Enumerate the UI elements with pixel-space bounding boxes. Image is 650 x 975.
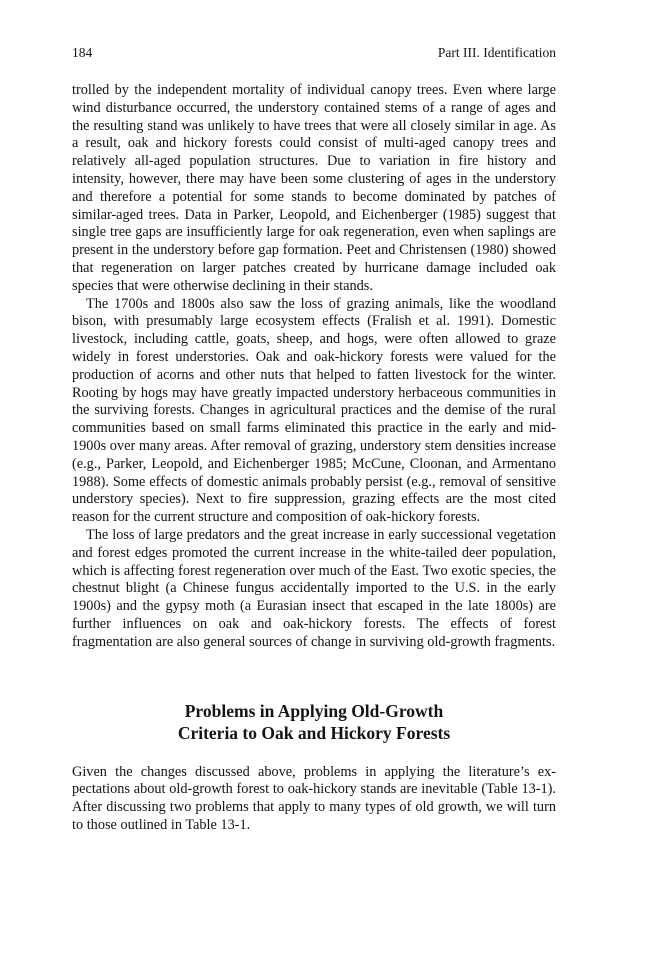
section-paragraph: Given the changes discussed above, problems in applying the literature’s expectations about old-growth forest to oak-hickory stands are inevitable (Table 13-1). After discussing two problems that apply to many types of old growth, we will turn to those outlined in Table 13-1. bbox=[72, 763, 556, 833]
section-heading bbox=[72, 700, 556, 744]
page-number: 184 bbox=[72, 45, 93, 60]
running-header bbox=[72, 44, 556, 62]
section-heading-line-2: Criteria to Oak and Hickory Forests bbox=[177, 722, 451, 743]
paragraph-grazing: The 1700s and 1800s also saw the loss of grazing animals, like the woodland bison, with presumably large ecosystem effects (Fralish et al. 1991). Domestic livestock, including cattle, goats, sheep, and hogs, were often allowed to graze widely in forest understories. Oak and oak-hickory forests were valued for the production of acorns and other nuts that helped to fatten livestock for the winter. Rooting by hogs may have greatly impacted understory herbaceous communities in the surviving forests. Changes in agricultural practices and the demise of the rural communities based on small farms eliminated this practice in the early and mid-1900s over many areas. After removal of grazing, understory stem densities increase (e.g., Parker, Leopold, and Eichenberger 1985; McCune, Cloonan, and Armentano 1988). Some effects of domestic animals probably persist (e.g., removal of sensitive understory species). Next to fire suppression, grazing effects are the most cited reason for the current structure and composition of oak-hickory forests. bbox=[72, 295, 556, 526]
body-text bbox=[72, 82, 556, 652]
paragraph-continued: trolled by the independent mortality of individual canopy trees. Even where large wind disturbance occurred, the understory contained stems of a range of ages and the resulting stand was unlikely to have trees that were all closely similar in age. As a result, oak and hickory forests could consist of multi-aged canopy trees and relatively all-aged population structures. Due to variation in fire history and intensity, however, there may have been some clustering of ages in the understory and therefore a potential for some stands to become dominated by patches of similar-aged trees. Data in Parker, Leopold, and Eichenberger (1985) suggest that single tree gaps are insufficiently large for oak regeneration, even when saplings are present in the understory before gap formation. Peet and Christensen (1980) showed that regeneration on larger patches created by hurricane damage included oak species that were otherwise declining in their stands. bbox=[72, 82, 556, 294]
running-title: Part III. Identification bbox=[437, 45, 556, 60]
document-page bbox=[72, 44, 556, 835]
paragraph-predators: The loss of large predators and the great increase in early successional vegetation and forest edges promoted the current increase in the white-tailed deer population, which is affecting forest regeneration over much of the East. Two exotic species, the chestnut blight (a Chinese fungus accidentally imported to the U.S. in the early 1900s) and the gypsy moth (a Eurasian insect that escaped in the late 1800s) are further influences on oak and oak-hickory forests. The effects of forest fragmentation are also general sources of change in surviving old-growth fragments. bbox=[72, 526, 556, 650]
section-heading-line-1: Problems in Applying Old-Growth bbox=[184, 700, 444, 721]
